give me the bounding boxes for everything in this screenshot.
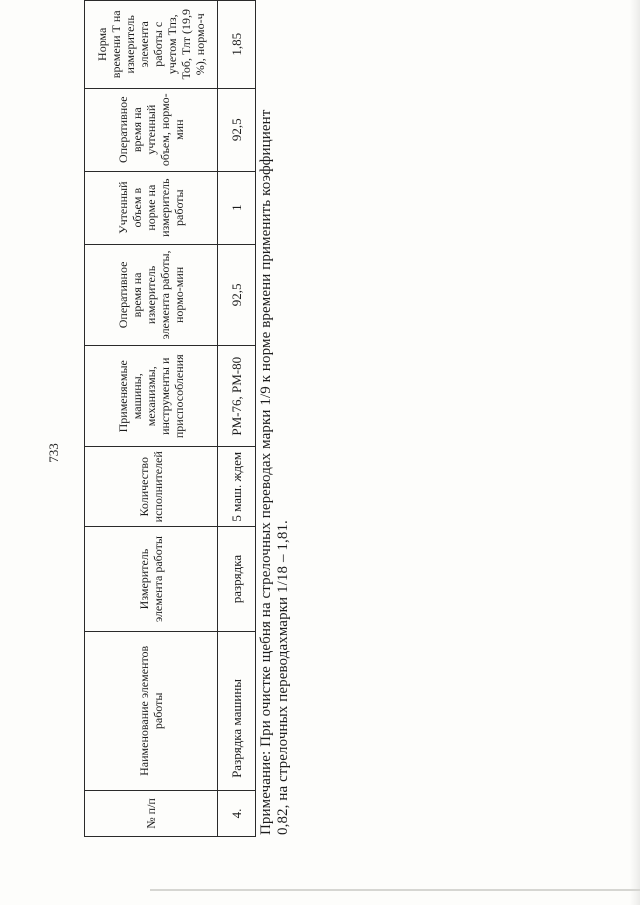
cell-accounted-volume: 1 [218, 171, 256, 244]
header-time-norm: Норма времени Т на измеритель элемента работы с учетом Тпз, Тоб, Тлт (19,9 %), нормо-ч [85, 1, 218, 89]
header-accounted-volume: Учтенный объем в норме на измеритель работы [85, 171, 218, 244]
cell-time-norm: 1,85 [218, 1, 256, 89]
table-header-row [85, 1, 218, 837]
footnote-line-2: 0,82, на стрелочных переводахмарки 1/18 – 1,81. [275, 520, 291, 835]
header-element-name: Наименование элементов работы [85, 631, 218, 790]
cell-operative-time-volume: 92,5 [218, 88, 256, 171]
footnote [258, 75, 292, 835]
header-workers: Количество исполнителей [85, 447, 218, 527]
header-machines: Применяемые машины, механизмы, инструменты и приспособления [85, 346, 218, 447]
cell-machines: РМ-76, РМ-80 [218, 346, 256, 447]
header-number: № п/п [85, 790, 218, 836]
header-unit: Измеритель элемента работы [85, 527, 218, 631]
header-operative-time-volume: Оперативное время на учтенный объем, нормо-мин [85, 88, 218, 171]
cell-operative-time: 92,5 [218, 244, 256, 346]
norms-table [84, 0, 256, 837]
cell-workers: 5 маш. ждем [218, 447, 256, 527]
header-operative-time: Оперативное время на измеритель элемента работы, нормо-мин [85, 244, 218, 346]
cell-unit: разрядка [218, 527, 256, 631]
table-row [218, 1, 256, 837]
cell-element-name: Разрядка машины [218, 631, 256, 790]
page-number: 733 [46, 443, 61, 463]
cell-number: 4. [218, 790, 256, 836]
footnote-line-1: Примечание: При очистке щебня на стрелочных переводах марки 1/9 к норме времени применить коэффициент [258, 109, 274, 835]
